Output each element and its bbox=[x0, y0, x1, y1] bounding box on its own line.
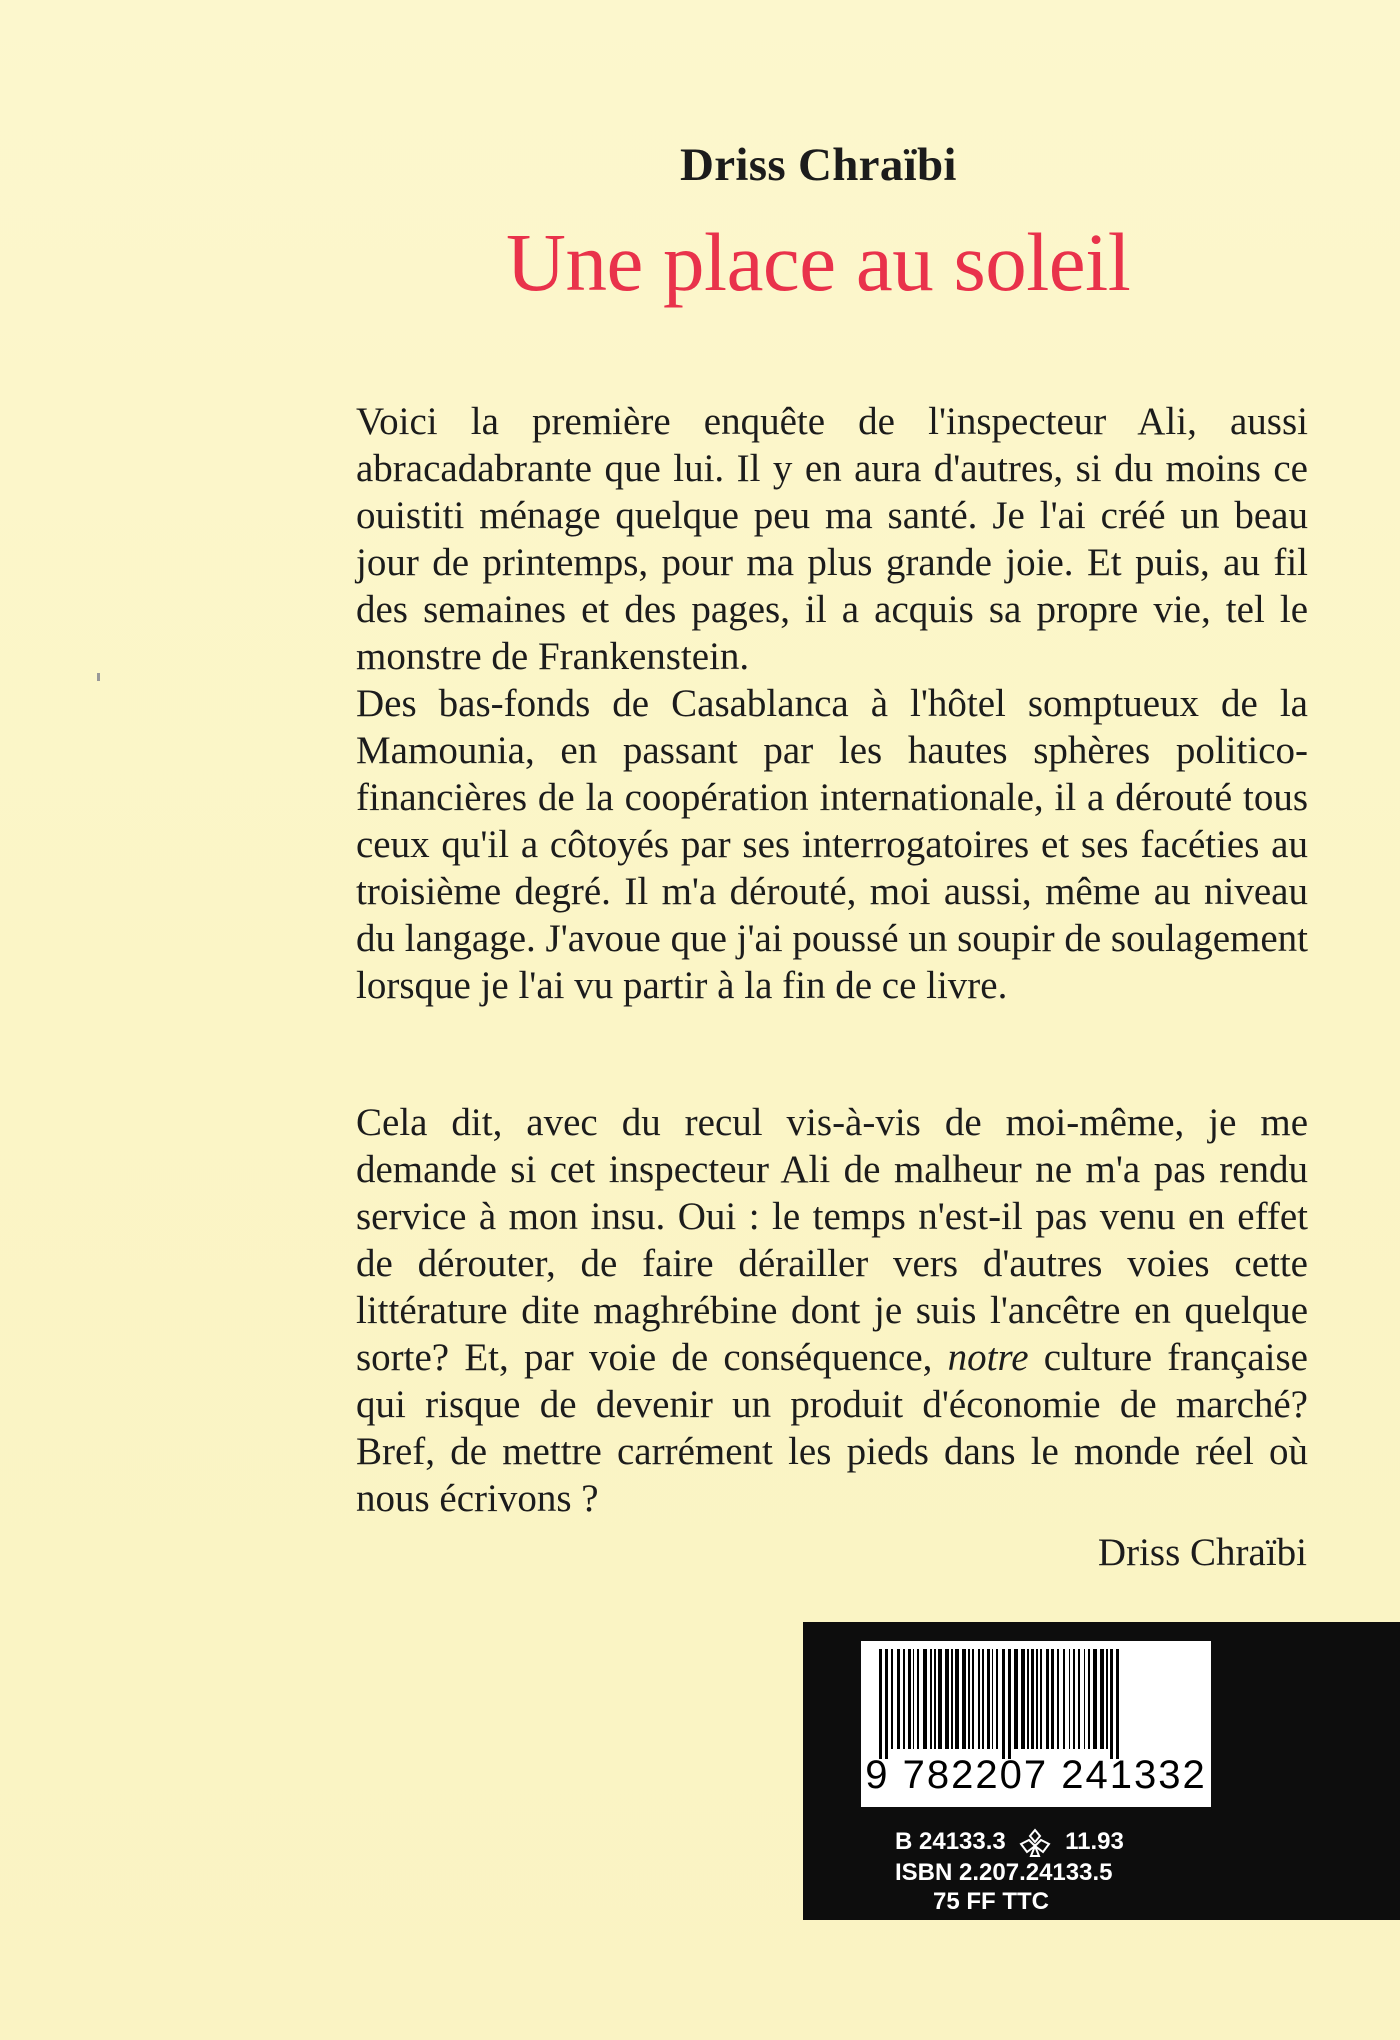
reference-date: 11.93 bbox=[1065, 1828, 1124, 1855]
barcode-bar bbox=[1036, 1649, 1038, 1749]
barcode-bar bbox=[978, 1649, 980, 1749]
barcode-bar bbox=[1051, 1649, 1054, 1749]
blurb-paragraph-1: Voici la première enquête de l'inspecteur Ali, aussi abracadabrante que lui. Il y en aura d'autres, si du moins ce ouistiti ménage quelque peu ma santé. Je l'ai créé un beau jour de printemps, pour ma plus grande joie. Et puis, au fil des semaines et des pages, il a acquis sa propre vie, tel le monstre de Frankenstein. bbox=[356, 400, 1308, 678]
book-title: Une place au soleil bbox=[506, 216, 1131, 308]
barcode-bar bbox=[996, 1649, 998, 1749]
barcode-bar bbox=[972, 1649, 974, 1749]
barcode-bar bbox=[945, 1649, 949, 1749]
isbn-line: ISBN 2.207.24133.5 bbox=[895, 1858, 1113, 1886]
barcode-bar bbox=[1002, 1649, 1005, 1759]
blurb-block-1 bbox=[356, 398, 1308, 1009]
barcode-bar bbox=[1040, 1649, 1042, 1749]
barcode-bar bbox=[903, 1649, 905, 1749]
barcode-bar bbox=[1014, 1649, 1018, 1749]
barcode-bar bbox=[987, 1649, 990, 1749]
barcode-bar bbox=[938, 1649, 942, 1749]
barcode-bar bbox=[992, 1649, 993, 1749]
barcode-bar bbox=[897, 1649, 900, 1749]
barcode-bar bbox=[1088, 1649, 1090, 1749]
barcode-bar bbox=[1046, 1649, 1049, 1749]
blurb-paragraph-2: Des bas-fonds de Casablanca à l'hôtel somptueux de la Mamounia, en passant par les hautes sphères politico-financières de la coopération internationale, il a dérouté tous ceux qu'il a côtoyés par ses interrogatoires et ses facéties au troisième degré. Il m'a dérouté, moi aussi, même au niveau du langage. J'avoue que j'ai poussé un soupir de soulagement lorsque je l'ai vu partir à la fin de ce livre. bbox=[356, 682, 1308, 1007]
barcode-bar bbox=[1027, 1649, 1029, 1749]
barcode-bar bbox=[968, 1649, 970, 1749]
barcode-bar bbox=[1073, 1649, 1075, 1749]
barcode bbox=[861, 1641, 1211, 1807]
barcode-bar bbox=[891, 1649, 893, 1749]
barcode-bar bbox=[913, 1649, 914, 1749]
barcode-bar bbox=[1069, 1649, 1070, 1749]
barcode-bar bbox=[930, 1649, 932, 1749]
author-name: Driss Chraïbi bbox=[680, 139, 957, 191]
barcode-bar bbox=[917, 1649, 919, 1749]
barcode-bar bbox=[1021, 1649, 1025, 1749]
barcode-bar bbox=[1093, 1649, 1097, 1749]
barcode-bar bbox=[885, 1649, 888, 1759]
price-line: 75 FF TTC bbox=[933, 1887, 1050, 1915]
barcode-bar bbox=[1084, 1649, 1085, 1749]
barcode-bar bbox=[955, 1649, 959, 1749]
reference-line bbox=[895, 1827, 1124, 1858]
publisher-logo-icon bbox=[1016, 1828, 1054, 1858]
barcode-bar bbox=[923, 1649, 927, 1749]
author-signature: Driss Chraïbi bbox=[1097, 1531, 1307, 1574]
reference-code: B 24133.3 bbox=[895, 1828, 1006, 1855]
barcode-bar bbox=[879, 1649, 882, 1759]
blurb-block-2 bbox=[356, 1099, 1308, 1522]
barcode-digits: 9 782207 241332 bbox=[865, 1753, 1207, 1797]
barcode-bar bbox=[951, 1649, 953, 1749]
barcode-bar bbox=[1106, 1649, 1108, 1749]
blurb-paragraph-3-start: Cela dit, avec du recul vis-à-vis de moi-même, je me demande si cet inspecteur Ali de malheur ne m'a pas rendu service à mon insu. Oui : le temps n'est-il pas venu en effet de dérouter, de faire dérailler vers d'autres voies cette littérature dite maghrébine dont je suis l'ancêtre en quelque sorte? Et, par voie de conséquence, bbox=[356, 1101, 1308, 1379]
barcode-bar bbox=[962, 1649, 966, 1749]
barcode-bar bbox=[1008, 1649, 1011, 1759]
blurb-italic-word: notre bbox=[947, 1336, 1029, 1379]
barcode-bar bbox=[1078, 1649, 1080, 1749]
blurb-paragraph-3 bbox=[356, 1099, 1308, 1522]
barcode-bar bbox=[1110, 1649, 1113, 1759]
paper-speck bbox=[97, 673, 100, 681]
barcode-bar bbox=[1063, 1649, 1065, 1749]
barcode-bar bbox=[934, 1649, 936, 1749]
blurb-paragraph-3-end: culture française qui risque de devenir un produit d'économie de marché? Bref, de mettre carrément les pieds dans le monde réel où nous écrivons ? bbox=[356, 1336, 1308, 1520]
barcode-bar bbox=[1100, 1649, 1104, 1749]
barcode-bar bbox=[1031, 1649, 1034, 1749]
barcode-panel bbox=[803, 1622, 1400, 1920]
barcode-bar bbox=[1057, 1649, 1059, 1749]
price-info bbox=[895, 1827, 1124, 1916]
barcode-bar bbox=[1116, 1649, 1119, 1759]
barcode-bar bbox=[982, 1649, 984, 1749]
barcode-bar bbox=[908, 1649, 911, 1749]
